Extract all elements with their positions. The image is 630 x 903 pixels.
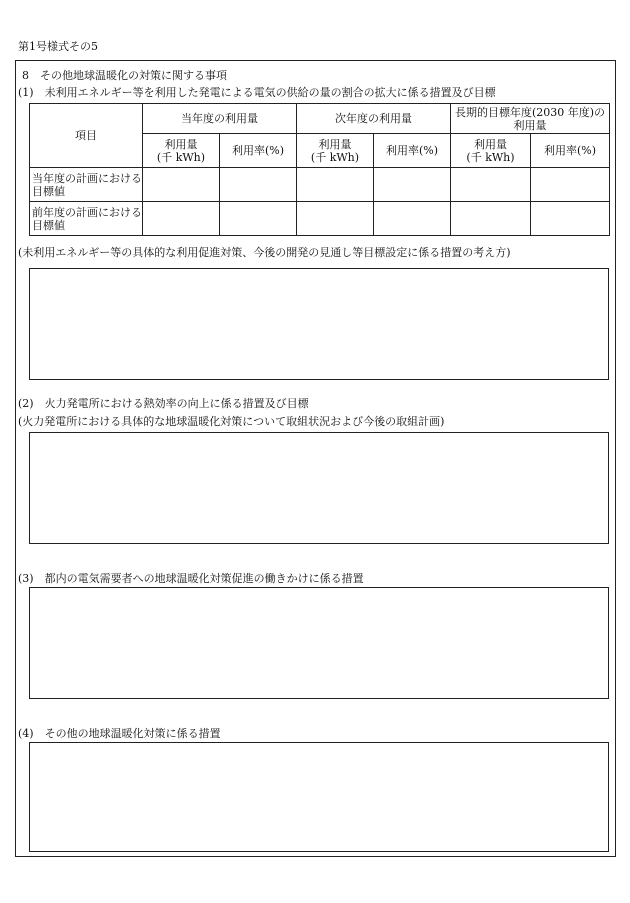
subsection-2-title: (2) 火力発電所における熱効率の向上に係る措置及び目標 xyxy=(18,397,309,410)
table-cell[interactable] xyxy=(451,202,531,236)
table-cell[interactable] xyxy=(531,202,610,236)
table-cell[interactable] xyxy=(297,202,374,236)
subsection-3-title: (3) 都内の電気需要者への地球温暖化対策促進の働きかけに係る措置 xyxy=(18,572,364,585)
group-long-term: 長期的目標年度(2030 年度)の利用量 xyxy=(451,104,610,134)
table-cell[interactable] xyxy=(220,202,297,236)
amount-header: 利用量 (千 kWh) xyxy=(297,134,374,168)
subsection-4-title: (4) その他の地球温暖化対策に係る措置 xyxy=(18,727,221,740)
subsection-2-input-box[interactable] xyxy=(29,432,609,544)
form-number-label: 第1号様式その5 xyxy=(18,40,98,53)
subsection-1-input-box[interactable] xyxy=(29,268,609,380)
table-cell[interactable] xyxy=(531,168,610,202)
rate-header: 利用率(%) xyxy=(374,134,451,168)
table-row xyxy=(30,168,610,202)
section-title: 8 その他地球温暖化の対策に関する事項 xyxy=(22,69,227,82)
rate-header: 利用率(%) xyxy=(220,134,297,168)
table-cell[interactable] xyxy=(451,168,531,202)
row-label-previous-plan: 前年度の計画における目標値 xyxy=(30,202,143,236)
group-current-year: 当年度の利用量 xyxy=(143,104,297,134)
table-cell[interactable] xyxy=(143,202,220,236)
rate-header: 利用率(%) xyxy=(531,134,610,168)
group-next-year: 次年度の利用量 xyxy=(297,104,451,134)
table-cell[interactable] xyxy=(374,202,451,236)
amount-header: 利用量 (千 kWh) xyxy=(451,134,531,168)
amount-header: 利用量 (千 kWh) xyxy=(143,134,220,168)
form-frame xyxy=(15,60,616,857)
subsection-1-title: (1) 未利用エネルギー等を利用した発電による電気の供給の量の割合の拡大に係る措置及び目標 xyxy=(18,86,496,99)
subsection-4-input-box[interactable] xyxy=(29,742,609,852)
table-row xyxy=(30,202,610,236)
row-label-current-plan: 当年度の計画における目標値 xyxy=(30,168,143,202)
table-cell[interactable] xyxy=(297,168,374,202)
usage-table xyxy=(29,103,610,236)
table-cell[interactable] xyxy=(220,168,297,202)
table-header-row xyxy=(30,104,610,134)
table-cell[interactable] xyxy=(374,168,451,202)
subsection-1-note: (未利用エネルギー等の具体的な利用促進対策、今後の開発の見通し等目標設定に係る措置の考え方) xyxy=(18,246,511,259)
subsection-3-input-box[interactable] xyxy=(29,587,609,699)
table-cell[interactable] xyxy=(143,168,220,202)
subsection-2-note: (火力発電所における具体的な地球温暖化対策について取組状況および今後の取組計画) xyxy=(18,415,445,428)
item-header: 項目 xyxy=(30,104,143,168)
